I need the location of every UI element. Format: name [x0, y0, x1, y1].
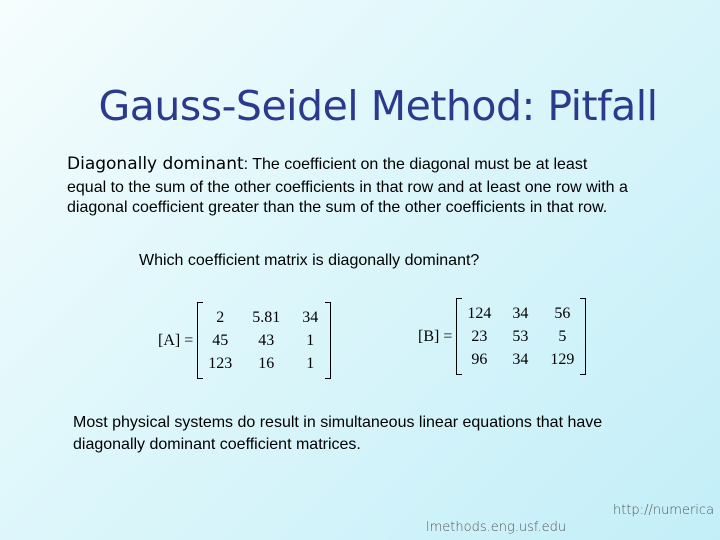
matrix-b-cell: 96	[471, 351, 488, 368]
matrix-b-cell: 124	[467, 305, 492, 322]
matrix-a-block	[158, 302, 331, 379]
matrix-a-cell: 43	[258, 332, 275, 349]
matrix-b-cell: 129	[550, 351, 575, 368]
matrix-b	[456, 298, 586, 375]
matrix-a-cell: 2	[216, 309, 225, 326]
matrix-a-cell: 1	[306, 355, 315, 372]
matrix-a-label: [A] =	[158, 331, 194, 349]
matrix-a-cell: 123	[208, 355, 233, 372]
footer-url-part1: http://numerica	[613, 503, 715, 518]
definition-line1: : The coefficient on the diagonal must be at least	[243, 156, 588, 173]
matrix-a-cell: 5.81	[252, 309, 281, 326]
matrix-b-label: [B] =	[418, 327, 453, 345]
summary-note: Most physical systems do result in simultaneous linear equations that have diagonally dominant coefficient matrices.	[73, 414, 603, 453]
matrix-b-cell: 34	[512, 305, 529, 322]
definition-rest: equal to the sum of the other coefficients in that row and at least one row with a diagonal coefficient greater than the sum of the other coefficients in that row.	[67, 179, 628, 216]
definition-term: Diagonally dominant	[67, 154, 244, 174]
definition-paragraph	[67, 154, 667, 218]
footer-url-part2: lmethods.eng.usf.edu	[426, 520, 567, 535]
matrix-a-cell: 45	[212, 332, 229, 349]
matrix-b-cell: 23	[471, 328, 488, 345]
matrix-b-cell: 5	[558, 328, 567, 345]
matrix-b-cell: 56	[554, 305, 571, 322]
definition-first-line	[67, 154, 667, 175]
matrix-a	[197, 302, 331, 379]
matrix-a-cell: 16	[258, 355, 275, 372]
slide-title: Gauss-Seidel Method: Pitfall	[98, 82, 658, 130]
matrix-b-cell: 34	[512, 351, 529, 368]
matrix-b-block	[418, 298, 586, 375]
matrix-b-cell: 53	[512, 328, 529, 345]
matrix-a-cell: 1	[306, 332, 315, 349]
question-text: Which coefficient matrix is diagonally dominant?	[139, 252, 480, 269]
matrix-a-cell: 34	[302, 309, 319, 326]
